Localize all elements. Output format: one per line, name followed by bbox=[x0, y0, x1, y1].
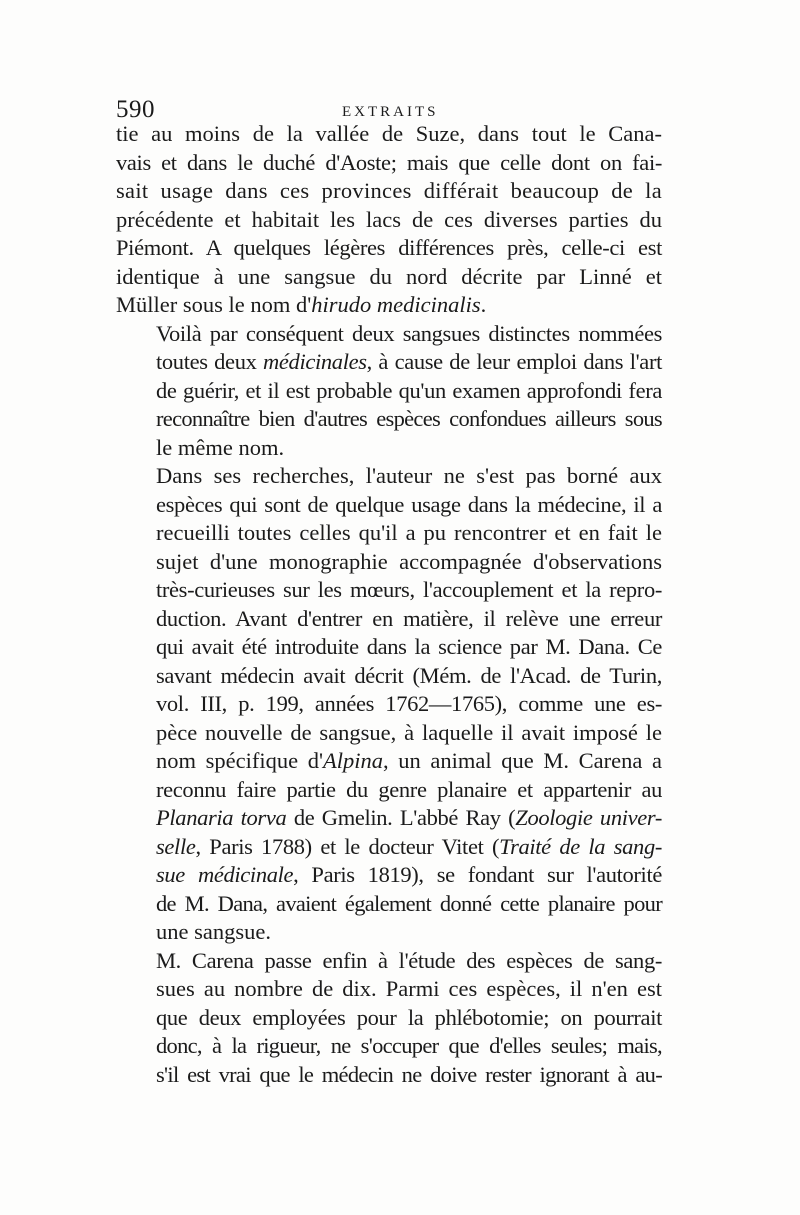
italic-term: Traité de la sang- bbox=[499, 833, 662, 859]
italic-term: sue médicinale bbox=[156, 862, 294, 887]
text-line: sujet d'une monographie accompagnée d'observations bbox=[156, 548, 662, 574]
paragraph-2 bbox=[116, 320, 662, 463]
text-line: reconnu faire partie du genre planaire et appartenir au bbox=[156, 776, 662, 802]
text-segment: Müller sous le nom d' bbox=[116, 292, 312, 317]
text-line bbox=[116, 804, 662, 833]
italic-term: Planaria torva bbox=[156, 805, 287, 830]
text-line bbox=[116, 861, 662, 890]
text-line bbox=[116, 348, 662, 377]
text-line: de M. Dana, avaient également donné cette planaire pour bbox=[156, 890, 662, 916]
text-segment: , Paris 1788) et le docteur Vitet ( bbox=[195, 833, 500, 859]
text-line: vais et dans le duché d'Aoste; mais que celle dont on fai- bbox=[116, 149, 662, 175]
text-line: précédente et habitait les lacs de ces diverses parties du bbox=[116, 206, 662, 232]
text-line: qui avait été introduite dans la science par M. Dana. Ce bbox=[156, 634, 662, 659]
text-segment: , à cause de leur emploi dans l'art bbox=[366, 349, 662, 374]
text-line: donc, à la rigueur, ne s'occuper que d'elles seules; mais, bbox=[156, 1033, 662, 1058]
text-line: Dans ses recherches, l'auteur ne s'est pas borné aux bbox=[156, 463, 662, 488]
body-text bbox=[116, 120, 662, 1089]
text-segment: , Paris 1819), se fondant sur l'autorité bbox=[293, 862, 662, 887]
text-line: pèce nouvelle de sangsue, à laquelle il avait imposé le bbox=[156, 719, 662, 745]
text-segment: . bbox=[480, 292, 487, 317]
text-line: recueilli toutes celles qu'il a pu rencontrer et en fait le bbox=[156, 520, 662, 545]
italic-term: hirudo medicinalis bbox=[311, 292, 481, 317]
text-line bbox=[116, 291, 662, 320]
text-line: espèces qui sont de quelque usage dans la médecine, il a bbox=[156, 491, 662, 517]
italic-term: Zoologie univer- bbox=[515, 805, 662, 830]
italic-term: médicinales bbox=[263, 349, 367, 374]
text-line: sues au nombre de dix. Parmi ces espèces, il n'en est bbox=[156, 976, 662, 1001]
text-segment: toutes deux bbox=[156, 349, 264, 374]
text-line bbox=[116, 833, 662, 862]
text-line: sait usage dans ces provinces différait beaucoup de la bbox=[116, 178, 662, 203]
text-line: duction. Avant d'entrer en matière, il relève une erreur bbox=[156, 605, 662, 631]
paragraph-3 bbox=[116, 462, 662, 947]
text-line: identique à une sangsue du nord décrite par Linné et bbox=[116, 263, 662, 289]
paragraph-4 bbox=[116, 947, 662, 1090]
italic-term: Alpina bbox=[323, 748, 384, 773]
italic-term: selle bbox=[156, 833, 196, 859]
text-line: Piémont. A quelques légères différences près, celle-ci est bbox=[116, 235, 662, 260]
text-segment: de Gmelin. L'abbé Ray ( bbox=[286, 805, 516, 830]
text-line: que deux employées pour la phlébotomie; on pourrait bbox=[156, 1004, 662, 1030]
text-line bbox=[116, 747, 662, 776]
text-line: vol. III, p. 199, années 1762—1765), comme une es- bbox=[156, 691, 662, 716]
text-line: M. Carena passe enfin à l'étude des espèces de sang- bbox=[156, 947, 662, 973]
text-segment: , un animal que M. Carena a bbox=[383, 748, 662, 773]
text-line: de guérir, et il est probable qu'un examen approfondi fera bbox=[156, 377, 662, 403]
paragraph-1 bbox=[116, 120, 662, 320]
running-title: EXTRAITS bbox=[342, 104, 439, 120]
text-segment: nom spécifique d' bbox=[156, 748, 324, 773]
text-line: le même nom. bbox=[156, 434, 285, 460]
text-line: reconnaître bien d'autres espèces confondues ailleurs sous bbox=[156, 406, 662, 431]
text-line: savant médecin avait décrit (Mém. de l'Acad. de Turin, bbox=[156, 662, 662, 688]
text-line: Voilà par conséquent deux sangsues distinctes nommées bbox=[156, 320, 662, 346]
text-line: très-curieuses sur les mœurs, l'accouplement et la repro- bbox=[156, 577, 662, 602]
text-line: une sangsue. bbox=[156, 919, 271, 944]
page-number: 590 bbox=[116, 96, 155, 123]
text-line: tie au moins de la vallée de Suze, dans tout le Cana- bbox=[116, 121, 662, 146]
text-line: s'il est vrai que le médecin ne doive rester ignorant à au- bbox=[156, 1061, 662, 1087]
